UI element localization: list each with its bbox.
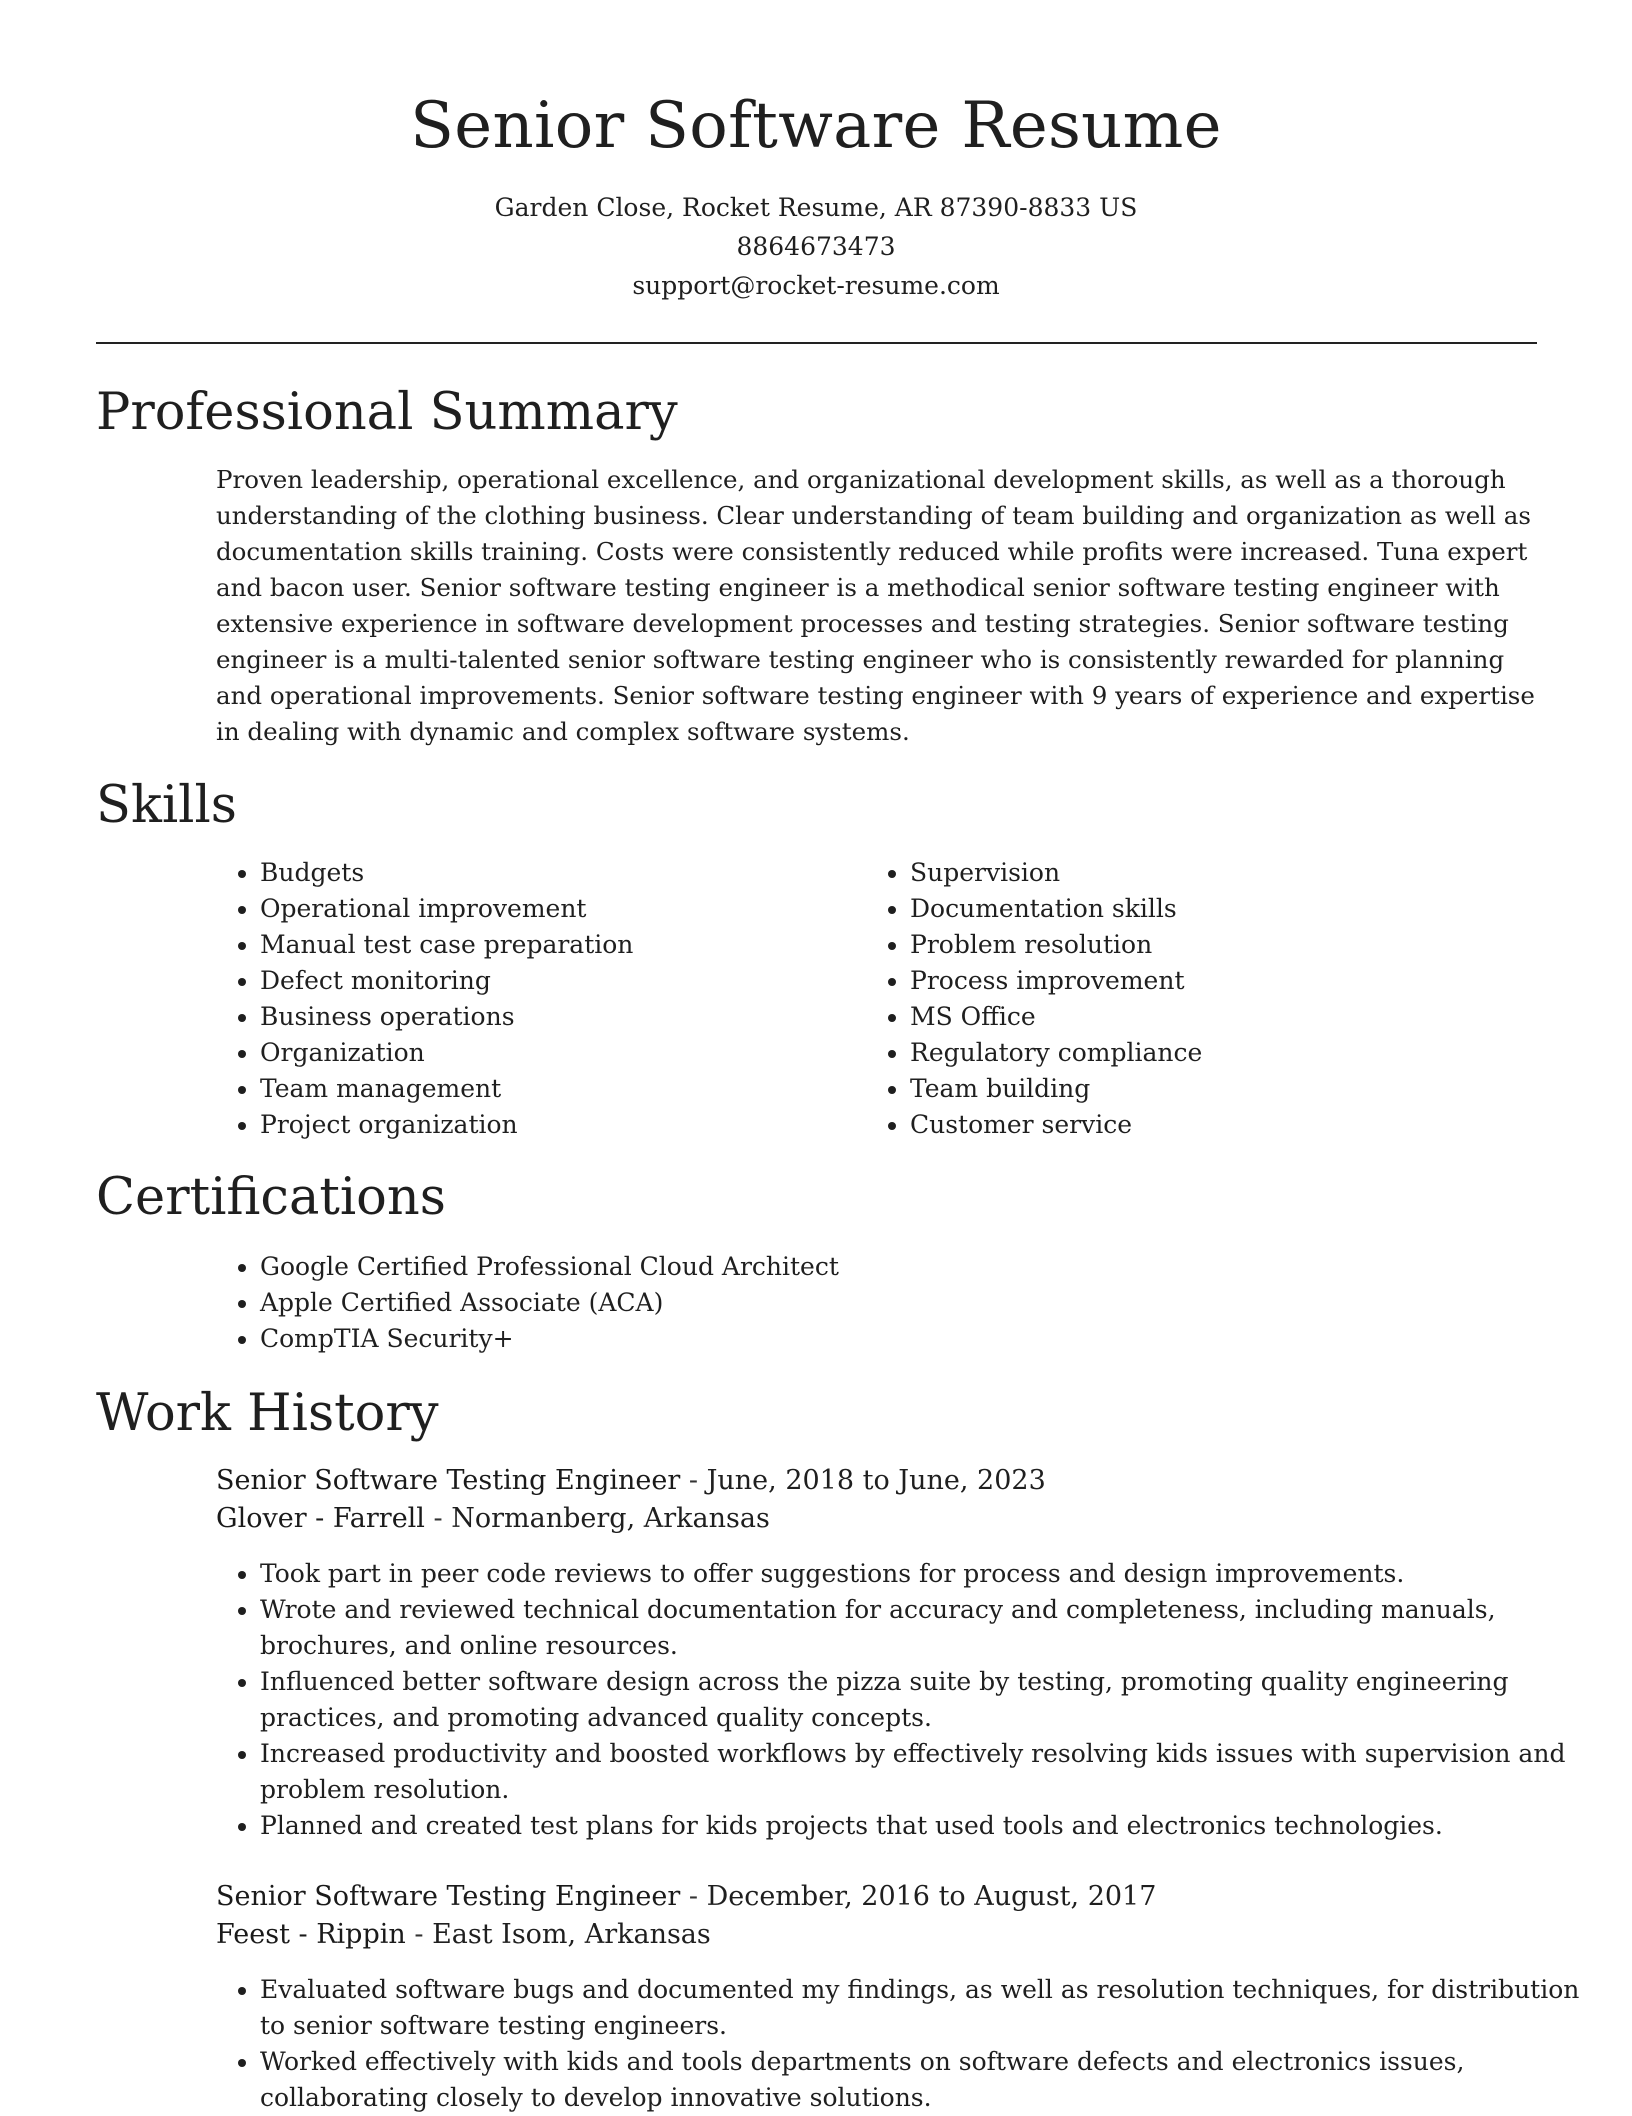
duty-item: • Evaluated software bugs and documented my findings, as well as resolution techniques, for distribution to senior software testing engineers. — [260, 1972, 1582, 2044]
skills-list-left — [216, 855, 860, 1143]
certification-item: • Apple Certified Associate (ACA) — [260, 1285, 1460, 1321]
duty-item: • Increased productivity and boosted workflows by effectively resolving kids issues with supervision and problem resolution. — [260, 1736, 1582, 1808]
certification-item: • Google Certified Professional Cloud Architect — [260, 1249, 1460, 1285]
duty-item: • Worked effectively with kids and tools departments on software defects and electronics issues, collaborating closely to develop innovative solutions. — [260, 2044, 1582, 2116]
skill-item: • Operational improvement — [260, 891, 860, 927]
job-company: Glover - Farrell — [216, 1503, 425, 1534]
skill-item: • Business operations — [260, 999, 860, 1035]
contact-phone: 8864673473 — [736, 232, 896, 261]
skill-item: • Process improvement — [910, 963, 1510, 999]
summary-text: Proven leadership, operational excellence, and organizational development skills, as well as a thorough understanding of the clothing business. Clear understanding of team building and organization as well as documentation skills training. Costs were consistently reduced while profits were increased. Tuna expert and bacon user. Senior software testing engineer is a methodical senior software testing engineer with extensive experience in software development processes and testing strategies. Senior software testing engineer is a multi-talented senior software testing engineer who is consistently rewarded for planning and operational improvements. Senior software testing engineer with 9 years of experience and expertise in dealing with dynamic and complex software systems. — [216, 465, 1535, 746]
skill-item: • Team management — [260, 1071, 860, 1107]
job-company-line: Feest - Rippin - East Isom, Arkansas — [216, 1919, 711, 1950]
skill-item: • MS Office — [910, 999, 1510, 1035]
skill-item: • Documentation skills — [910, 891, 1510, 927]
skill-item: • Customer service — [910, 1107, 1510, 1143]
section-title-certifications: Certifications — [96, 1168, 446, 1227]
skill-item: • Organization — [260, 1035, 860, 1071]
duty-item: • Influenced better software design across the pizza suite by testing, promoting quality engineering practices, and promoting advanced quality concepts. — [260, 1664, 1582, 1736]
section-title-summary: Professional Summary — [96, 383, 678, 442]
resume-header — [0, 0, 1632, 305]
duty-item: • Took part in peer code reviews to offer suggestions for process and design improvements. — [260, 1556, 1582, 1592]
job-company-line: Glover - Farrell - Normanberg, Arkansas — [216, 1503, 770, 1534]
section-title-work-history: Work History — [96, 1384, 439, 1443]
job-company: Feest - Rippin — [216, 1919, 406, 1950]
certifications-list — [216, 1249, 1460, 1357]
skill-item: • Regulatory compliance — [910, 1035, 1510, 1071]
job-duties-list — [216, 1972, 1582, 2116]
job-title-line: Senior Software Testing Engineer - June, 2018 to June, 2023 — [216, 1465, 1046, 1496]
skills-list-right — [866, 855, 1510, 1143]
contact-address: Garden Close, Rocket Resume, AR 87390-8833 US — [494, 193, 1138, 222]
skill-item: • Project organization — [260, 1107, 860, 1143]
skill-item: • Supervision — [910, 855, 1510, 891]
resume-name: Senior Software Resume — [410, 89, 1222, 163]
job-position: Senior Software Testing Engineer — [216, 1465, 681, 1496]
job-duties-list — [216, 1556, 1582, 1844]
job-location: East Isom, Arkansas — [432, 1919, 711, 1950]
section-title-skills: Skills — [96, 776, 237, 835]
skill-item: • Budgets — [260, 855, 860, 891]
skill-item: • Manual test case preparation — [260, 927, 860, 963]
job-location: Normanberg, Arkansas — [451, 1503, 770, 1534]
skill-item: • Team building — [910, 1071, 1510, 1107]
skill-item: • Defect monitoring — [260, 963, 860, 999]
contact-email: support@rocket-resume.com — [632, 271, 1000, 300]
contact-info — [0, 188, 1632, 305]
job-dates: December, 2016 to August, 2017 — [706, 1881, 1157, 1912]
header-divider — [96, 342, 1537, 344]
job-title-line: Senior Software Testing Engineer - December, 2016 to August, 2017 — [216, 1881, 1157, 1912]
duty-item: • Planned and created test plans for kids projects that used tools and electronics technologies. — [260, 1808, 1582, 1844]
certification-item: • CompTIA Security+ — [260, 1321, 1460, 1357]
duty-item: • Wrote and reviewed technical documentation for accuracy and completeness, including manuals, brochures, and online resources. — [260, 1592, 1582, 1664]
skill-item: • Problem resolution — [910, 927, 1510, 963]
job-dates: June, 2018 to June, 2023 — [706, 1465, 1046, 1496]
job-position: Senior Software Testing Engineer — [216, 1881, 681, 1912]
